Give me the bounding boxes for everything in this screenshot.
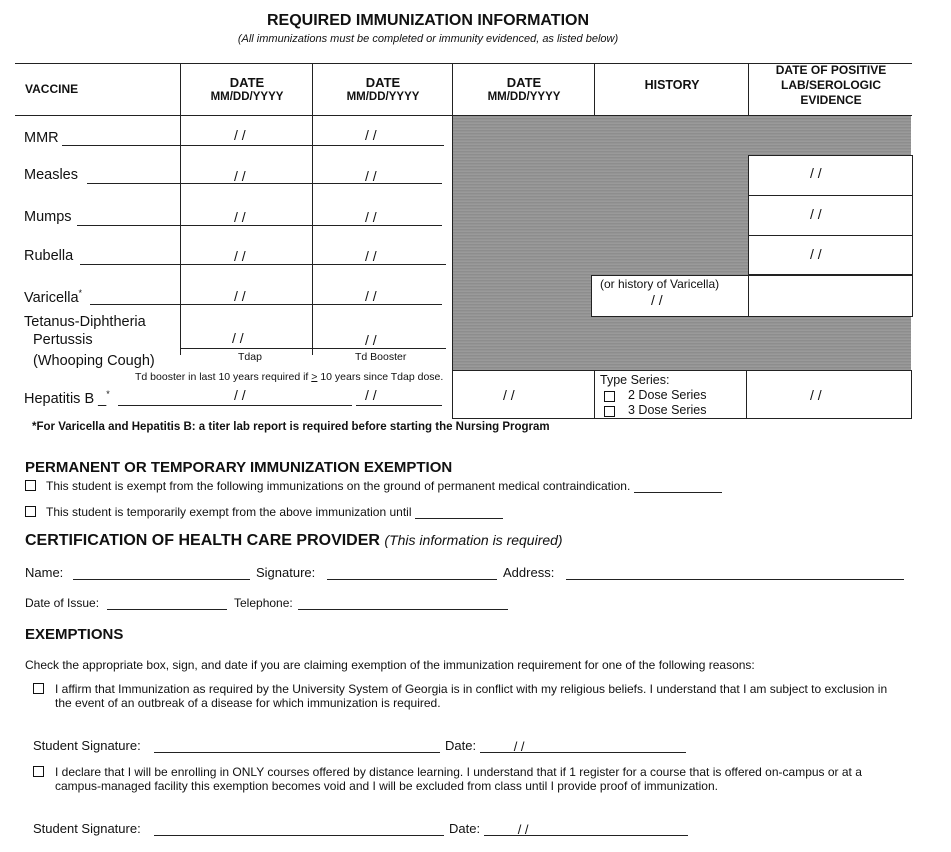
row-varicella: Varicella*: [24, 288, 83, 306]
header-date-2: DATE MM/DD/YYYY: [346, 75, 420, 103]
row-mmr: MMR: [24, 130, 59, 146]
type-series-label: Type Series:: [600, 373, 670, 387]
hepb-lab-date[interactable]: / /: [810, 387, 822, 403]
varicella-history-label: (or history of Varicella): [600, 277, 720, 291]
td-booster-label: Td Booster: [355, 351, 407, 363]
rubella-date-2[interactable]: / /: [365, 248, 377, 264]
tdap-label: Tdap: [238, 351, 262, 363]
dose3-label: 3 Dose Series: [628, 403, 707, 417]
lab-date-rubella: / /: [810, 246, 822, 262]
col-divider-2: [312, 63, 313, 115]
lab-date-measles: / /: [810, 165, 822, 181]
temporary-exempt-text: This student is temporarily exempt from the above immunization until: [46, 505, 503, 519]
header-positive-lab: DATE OF POSITIVE LAB/SEROLOGIC EVIDENCE: [775, 63, 887, 107]
religious-signature-label: Student Signature:: [33, 738, 141, 753]
hepb-divider-3: [911, 370, 912, 418]
mmr-date-1[interactable]: / /: [234, 127, 246, 143]
col-divider-2b: [312, 115, 313, 355]
provider-name-label: Name:: [25, 565, 64, 580]
header-date-1: DATE MM/DD/YYYY: [210, 75, 284, 103]
form-title: REQUIRED IMMUNIZATION INFORMATION: [266, 12, 590, 29]
telephone-label: Telephone:: [234, 596, 293, 610]
mumps-date-2[interactable]: / /: [365, 209, 377, 225]
religious-text: I affirm that Immunization as required by the University System of Georgia is in conflict with my religious beliefs. I understand that I am subject to exclusion in the event of an outbreak of a disease for which immunization is required.: [55, 682, 888, 710]
distance-signature-input[interactable]: [154, 835, 444, 836]
mmr-date-2[interactable]: / /: [365, 127, 377, 143]
line-rubella: [80, 264, 446, 265]
religious-date-label: Date: / /: [445, 738, 686, 753]
distance-date-label: Date: / /: [449, 821, 688, 836]
date-of-issue-label: Date of Issue:: [25, 596, 100, 610]
distance-signature-label: Student Signature:: [33, 821, 141, 836]
measles-date-1[interactable]: / /: [234, 168, 246, 184]
header-date-3: DATE MM/DD/YYYY: [487, 75, 561, 103]
exemption-med-heading: PERMANENT OR TEMPORARY IMMUNIZATION EXEMPTION: [25, 459, 453, 476]
varicella-date-1[interactable]: / /: [234, 288, 246, 304]
date-of-issue-input[interactable]: [107, 609, 227, 610]
lab-date-mumps: / /: [810, 206, 822, 222]
permanent-exempt-checkbox[interactable]: [25, 480, 36, 491]
line-mumps: [77, 225, 442, 226]
hepb-date-1[interactable]: / /: [234, 387, 246, 403]
telephone-input[interactable]: [298, 609, 508, 610]
permanent-exempt-text: This student is exempt from the following immunizations on the ground of permanent medical contraindication.: [46, 479, 722, 493]
dose2-label: 2 Dose Series: [628, 388, 707, 402]
form-subtitle: (All immunizations must be completed or immunity evidenced, as listed below): [237, 33, 619, 45]
line-measles: [87, 183, 442, 184]
row-tetanus-1: Tetanus-Diphtheria: [24, 314, 146, 330]
mumps-date-1[interactable]: / /: [234, 209, 246, 225]
td-booster-note: Td booster in last 10 years required if > 10 years since Tdap dose.: [135, 371, 444, 383]
line-hepb-2: [356, 405, 442, 406]
hepb-date-2[interactable]: / /: [365, 387, 377, 403]
provider-address-input[interactable]: [566, 579, 904, 580]
dose3-checkbox[interactable]: [604, 406, 615, 417]
provider-name-input[interactable]: [73, 579, 250, 580]
hepb-bottom-rule: [452, 418, 912, 419]
lab-box-rubella[interactable]: [748, 235, 913, 275]
line-mmr-dates: [180, 145, 444, 146]
varicella-history-date: / /: [651, 292, 663, 308]
col-divider-5: [748, 63, 749, 115]
row-measles: Measles: [24, 167, 78, 183]
lab-box-measles[interactable]: [748, 155, 913, 197]
td-booster-date[interactable]: / /: [365, 332, 377, 348]
exemptions-instruction: Check the appropriate box, sign, and date if you are claiming exemption of the immunization requirement for one of the following reasons:: [25, 658, 755, 672]
line-tetanus: [180, 348, 446, 349]
hepb-divider-2: [746, 370, 747, 418]
hepb-top-rule: [452, 370, 912, 371]
tdap-date[interactable]: / /: [232, 330, 244, 346]
row-tetanus-2: Pertussis: [33, 332, 93, 348]
row-tetanus-3: (Whooping Cough): [33, 353, 155, 369]
line-varicella: [90, 304, 442, 305]
col-divider-4: [594, 63, 595, 115]
col-divider-1b: [180, 115, 181, 355]
col-divider-1: [180, 63, 181, 115]
varicella-date-2[interactable]: / /: [365, 288, 377, 304]
temporary-exempt-checkbox[interactable]: [25, 506, 36, 517]
row-rubella: Rubella: [24, 248, 74, 264]
provider-address-label: Address:: [503, 565, 555, 580]
line-hepb-1: [118, 405, 352, 406]
titer-footnote: *For Varicella and Hepatitis B: a titer lab report is required before starting the Nursing Program: [32, 421, 550, 433]
lab-box-mumps[interactable]: [748, 195, 913, 237]
distance-text: I declare that I will be enrolling in ONLY courses offered by distance learning. I understand that if 1 register for a course that is offered on-campus or at a campus-managed facility this exemption becomes void and I will be excluded from class until I provide proof of immunization.: [55, 765, 862, 793]
religious-checkbox[interactable]: [33, 683, 44, 694]
provider-signature-label: Signature:: [256, 565, 316, 580]
measles-date-2[interactable]: / /: [365, 168, 377, 184]
rubella-date-1[interactable]: / /: [234, 248, 246, 264]
header-vaccine: VACCINE: [25, 82, 79, 96]
hepb-date-3[interactable]: / /: [503, 387, 515, 403]
lab-box-varicella[interactable]: [748, 275, 913, 317]
dose2-checkbox[interactable]: [604, 391, 615, 402]
row-mumps: Mumps: [24, 209, 72, 225]
religious-signature-input[interactable]: [154, 752, 440, 753]
hepb-divider-1: [594, 370, 595, 418]
exemptions-heading: EXEMPTIONS: [25, 626, 124, 643]
distance-checkbox[interactable]: [33, 766, 44, 777]
row-hepb: Hepatitis B _*: [24, 389, 110, 407]
provider-heading: CERTIFICATION OF HEALTH CARE PROVIDER (This information is required): [25, 532, 563, 549]
line-mmr-label: [62, 145, 180, 146]
provider-signature-input[interactable]: [327, 579, 497, 580]
header-history: HISTORY: [644, 78, 700, 92]
